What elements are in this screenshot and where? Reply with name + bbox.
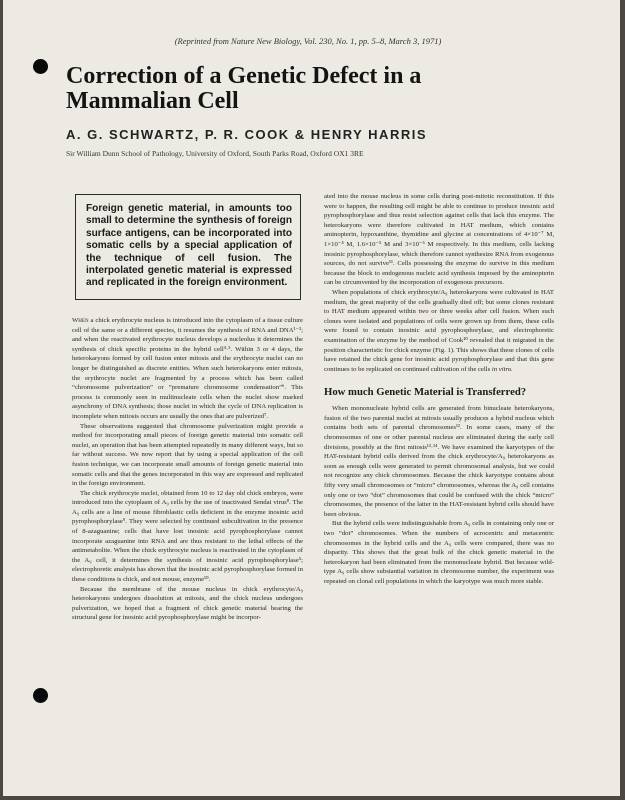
lead-word: When — [72, 317, 89, 324]
right-column — [324, 192, 554, 587]
title-line-2: Mammalian Cell — [66, 88, 239, 114]
section-heading: How much Genetic Material is Transferred? — [324, 386, 527, 399]
body-paragraph-3: The chick erythrocyte nuclei, obtained from 10 to 12 day old chick embryos, were introduced into the cytoplasm of A₉ cells by the use of inactivated Sendai virus⁸. The A₉ cells are a line of mouse fibroblastic cells deficient in the enzyme inosinic acid pyrophosphorylase⁹. They were selected by continued subcultivation in the presence of 8-azaguanine; cells that have lost inosinic acid pyrophosphorylase cannot incorporate azaguanine into RNA and are thus resistant to the lethal effects of the antimetabolite. When the chick erythrocyte nucleus is reactivated in the cytoplasm of the A₉ cell, it determines the synthesis of inosinic acid pyrophosphorylase⁵; electrophoretic analysis has shown that the inosinic acid pyrophosphorylase formed in these conditions is chick, and not mouse, enzyme¹⁰. — [72, 489, 303, 584]
italic-phrase: in vitro. — [491, 365, 513, 373]
body-paragraph-4: Because the membrane of the mouse nucleus in chick erythrocyte/A₉ heterokaryons undergoes dissolution at mitosis, and the chick nucleus undergoes pulverization, we hoped that a fragment of chick genetic material bearing the structural gene for inosinic acid pyrophosphorylase might be incorpor- — [72, 585, 303, 622]
article-title — [66, 64, 586, 114]
body-paragraph-8: But the hybrid cells were indistinguishable from A₉ cells in containing only one or two “dot” chromosomes. When the numbers of acrocentric and metacentric chromosomes in the hybrid cells and the A₉ cells were compared, there was no disparity. This shows that the great bulk of the chick genetic material in the heterokaryon had been eliminated from the mononucleate hybrid. But because wild-type A₉ cells show substantial variation in chromosome number, the experiment was repeated on clonal cell populations in which the karyotype was much more stable. — [324, 520, 554, 585]
punch-hole-top — [33, 59, 48, 74]
reprint-notice: (Reprinted from Nature New Biology, Vol. 230, No. 1, pp. 5–8, March 3, 1971) — [174, 36, 442, 46]
abstract-box — [75, 194, 301, 300]
punch-hole-bottom — [33, 688, 48, 703]
body-paragraph-1 — [72, 316, 303, 422]
paragraph-text: When populations of chick erythrocyte/A₉ heterokaryons were cultivated in HAT medium, the great majority of the cells gradually died off; but some clones resistant to HAT medium appeared within two or three weeks after cell fusion. When such clones were isolated and populations of cells were grown up from them, these cells were found to contain inosinic acid pyrophosphorylase, and electrophoretic examination of the enzyme by the method of Cook¹⁰ revealed that it migrated in the position characteristic for chick enzyme (Fig. 1). This shows that these clones of cells have retained the chick gene for inosinic acid pyrophosphorylase and that this gene continues to be replicated on continued cultivation of the cells — [324, 288, 554, 373]
abstract-text: Foreign genetic material, in amounts too small to determine the synthesis of foreign surface antigens, can be incorporated into somatic cells by a special application of the technique of cell fusion. The interpolated genetic material is expressed and replicated in the foreign environment. — [86, 203, 292, 289]
paragraph-text: a chick erythrocyte nucleus is introduced into the cytoplasm of a tissue culture cell of the same or a different species, it resumes the synthesis of RNA and DNA¹⁻³; and when the reactivated erythrocyte nucleus develops a nucleolus it determines the synthesis of chick specific proteins in the hybrid cell⁴·⁵. Within 3 or 4 days, the heterokaryons formed by cell fusion enter mitosis and the erythrocyte nuclei can no longer be distinguished as discrete entities. When such heterokaryons enter mitosis, the erythrocyte nuclei are fragmented by a process which has been called “chromosome pulverization” or “premature chromosome condensation”⁶. This process is commonly seen in multinucleate cells when the nuclei show marked asynchrony of DNA synthesis; those nuclei in which the cycle of DNA replication is incomplete when mitosis occurs are usually the ones that are pulverized⁷. — [72, 317, 304, 420]
author-list: A. G. SCHWARTZ, P. R. COOK & HENRY HARRIS — [66, 127, 428, 142]
left-column — [72, 316, 303, 623]
title-line-1: Correction of a Genetic Defect in a — [66, 63, 422, 89]
body-paragraph-2: These observations suggested that chromosome pulverization might provide a method for incorporating small pieces of foreign genetic material into somatic cell nuclei, an operation that has been attempted repeatedly in many different ways, but so far without success. We now report that by using a special application of the cell fusion technique, we can incorporate small amounts of foreign genetic material into somatic cells and that the genes incorporated in this way are expressed and replicated in the foreign environment. — [72, 422, 303, 488]
body-paragraph-6 — [324, 288, 554, 374]
body-paragraph-5: ated into the mouse nucleus in some cells during post-mitotic reconstitution. If this were to happen, the resulting cell might be able to continue to produce inosinic acid pyrophosphorylase and thus resist selection against cells that lack this enzyme. The heterokaryons were therefore cultivated in HAT medium, which contains aminopterin, hypoxanthine, thymidine and glycine at concentrations of 4×10⁻⁷ M, 1×10⁻⁴ M, 1.6×10⁻⁵ M and 3×10⁻⁶ M respectively. In this medium, cells lacking inosinic pyrophosphorylase, which therefore cannot synthesize RNA from exogenous sources, do not survive¹¹. Cells possessing the enzyme do survive in this medium because the block to endogenous nucleic acid synthesis imposed by the aminopterin can be circumvented by the incorporation of exogenous precursors. — [324, 193, 554, 287]
reprint-page — [3, 0, 620, 796]
affiliation: Sir William Dunn School of Pathology, University of Oxford, South Parks Road, Oxford OX1 3RE — [66, 149, 364, 158]
body-paragraph-7: When mononucleate hybrid cells are generated from binucleate heterokaryons, fusion of the two parental nuclei at mitosis usually produces a hybrid nucleus which contains both sets of parental chromosomes¹². In some cases, many of the chromosomes of one or other parental nucleus are eliminated during the early cell divisions, possibly at the first mitosis¹³·¹⁴. We have examined the karyotypes of the HAT-resistant hybrid cells derived from the chick erythrocyte/A₉ heterokaryons as soon as enough cells were generated to permit chromosomal analysis, but we could not recognize any chick chromosomes. Because the chick karyotype contains about fifty very small chromosomes or “micro” chromosomes, whereas the A₉ cell contains only one or two “dot” chromosomes that could be confused with the chick “micro” chromosomes, the presence of the latter in the HAT-resistant hybrid cells should have been obvious. — [324, 405, 554, 518]
